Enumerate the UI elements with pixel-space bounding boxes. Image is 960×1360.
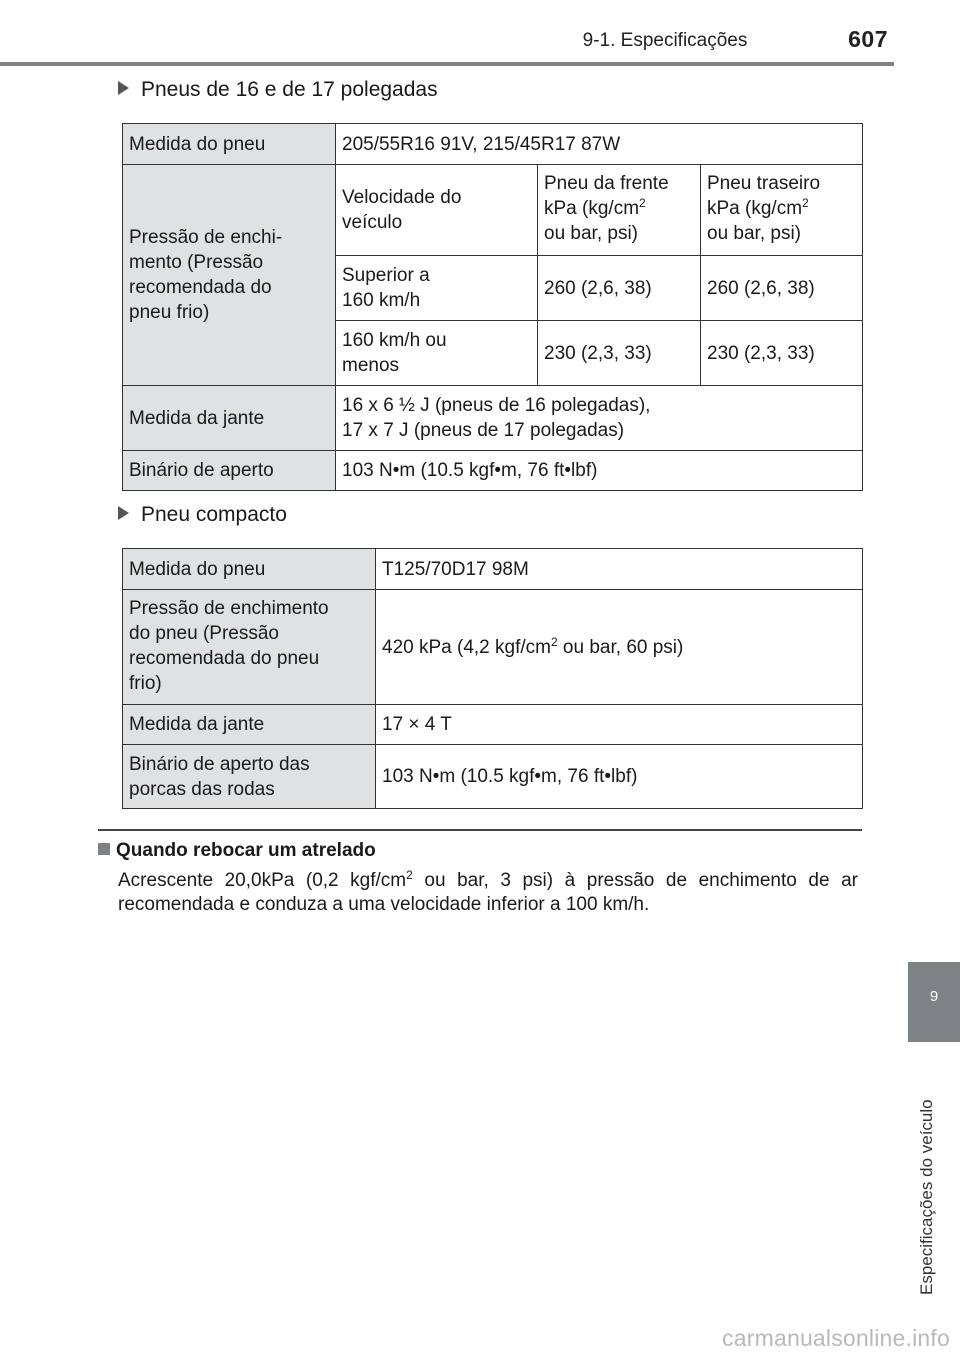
section-heading-16-17 [118,78,438,102]
rear-header-text-b: ou bar, psi) [707,223,801,244]
chapter-tab[interactable] [908,962,960,1042]
page-number: 607 [848,26,888,52]
triangle-bullet-icon [118,506,129,520]
note-title [98,840,376,862]
rear-header-superscript: 2 [802,196,809,210]
watermark: carmanualsonline.info [722,1325,950,1351]
header-rule [0,62,894,66]
note-title-text: Quando rebocar um atrelado [116,840,376,861]
compact-rim-label: Medida da jante [123,705,376,745]
tire-spec-table-compact [122,548,863,809]
chapter-number: 9 [929,988,939,1005]
pressure-label: Pressão de enchi- mento (Pressão recomendada do pneu frio) [123,165,336,386]
compact-rim-value: 17 × 4 T [376,705,863,745]
section-heading-text: Pneus de 16 e de 17 polegadas [141,78,438,101]
compact-pressure-label: Pressão de enchimento do pneu (Pressão recomendada do pneu frio) [123,590,376,705]
speed-row-above-160: Superior a 160 km/h [336,256,538,321]
front-tire-header [538,165,701,256]
tire-size-value: 205/55R16 91V, 215/45R17 87W [336,124,863,165]
compact-torque-value: 103 N•m (10.5 kgf•m, 76 ft•lbf) [376,745,863,809]
torque-value: 103 N•m (10.5 kgf•m, 76 ft•lbf) [336,451,863,491]
chapter-label: Especificações do veículo [917,1099,936,1295]
front-pressure-160-or-less: 230 (2,3, 33) [538,321,701,386]
compact-pressure-text-a: 420 kPa (4,2 kgf/cm [382,636,551,658]
rear-tire-header [701,165,863,256]
compact-pressure-value [376,590,863,705]
note-body-text-a: Acrescente 20,0kPa (0,2 kgf/cm [118,870,407,891]
note-body [118,869,858,917]
note-superscript: 2 [406,868,413,882]
rear-pressure-160-or-less: 230 (2,3, 33) [701,321,863,386]
section-heading-text: Pneu compacto [141,503,287,526]
speed-header: Velocidade do veículo [336,165,538,256]
compact-torque-label: Binário de aperto das porcas das rodas [123,745,376,809]
section-heading-compact [118,503,287,527]
section-divider [98,829,862,831]
speed-row-160-or-less: 160 km/h ou menos [336,321,538,386]
front-header-text-a: Pneu da frente kPa (kg/cm [544,173,669,219]
note-body-text-b: ou bar, 3 psi) à pressão de enchimento de ar recomendada e conduza a uma velocidade inferior a 100 km/h. [118,870,858,915]
rim-size-label: Medida da jante [123,386,336,451]
rear-pressure-above-160: 260 (2,6, 38) [701,256,863,321]
compact-pressure-text-b: ou bar, 60 psi) [557,636,684,658]
front-pressure-above-160: 260 (2,6, 38) [538,256,701,321]
compact-pressure-superscript: 2 [550,634,558,649]
compact-tire-size-value: T125/70D17 98M [376,549,863,590]
torque-label: Binário de aperto [123,451,336,491]
square-bullet-icon [98,843,110,855]
tire-size-label: Medida do pneu [123,124,336,165]
front-header-superscript: 2 [639,196,646,210]
compact-tire-size-label: Medida do pneu [123,549,376,590]
rim-size-value: 16 x 6 ½ J (pneus de 16 polegadas), 17 x 7 J (pneus de 17 polegadas) [336,386,863,451]
front-header-text-b: ou bar, psi) [544,223,638,244]
rear-header-text-a: Pneu traseiro kPa (kg/cm [707,173,821,219]
triangle-bullet-icon [118,81,129,95]
tire-spec-table-16-17 [122,123,863,491]
header-section-title: 9-1. Especificações [582,30,748,51]
